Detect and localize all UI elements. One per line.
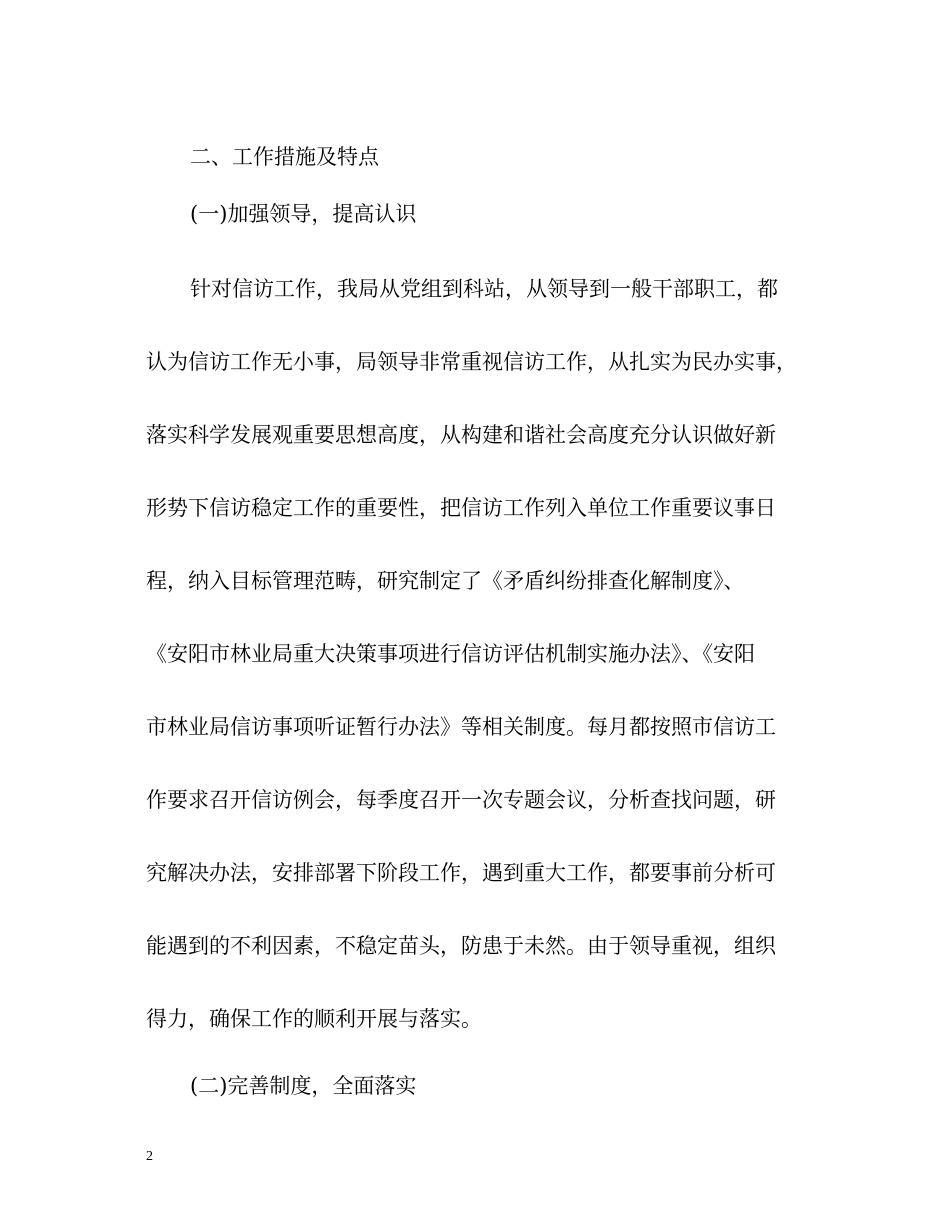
paragraph-line: 作要求召开信访例会，每季度召开一次专题会议，分析查找问题，研: [146, 788, 776, 812]
subsection-heading-2: (二)完善制度，全面落实: [190, 1074, 417, 1098]
paragraph-line: 《安阳市林业局重大决策事项进行信访评估机制实施办法》、《安阳: [146, 642, 755, 666]
body-paragraph: [146, 253, 804, 1056]
paragraph-line: 形势下信访稳定工作的重要性，把信访工作列入单位工作重要议事日: [146, 496, 776, 520]
paragraph-line: 针对信访工作，我局从党组到科站，从领导到一般干部职工，都: [190, 277, 778, 301]
section-heading: 二、工作措施及特点: [190, 145, 379, 169]
paragraph-line: 认为信访工作无小事，局领导非常重视信访工作，从扎实为民办实事，: [146, 350, 797, 374]
page-number: 2: [146, 1149, 153, 1164]
paragraph-line: 市林业局信访事项听证暂行办法》等相关制度。每月都按照市信访工: [146, 715, 776, 739]
document-body: [146, 139, 804, 1125]
subsection-heading-1: (一)加强领导，提高认识: [190, 202, 417, 226]
paragraph-line: 能遇到的不利因素，不稳定苗头，防患于未然。由于领导重视，组织: [146, 934, 776, 958]
paragraph-line: 究解决办法，安排部署下阶段工作，遇到重大工作，都要事前分析可: [146, 861, 776, 885]
paragraph-line: 落实科学发展观重要思想高度，从构建和谐社会高度充分认识做好新: [146, 423, 776, 447]
paragraph-line: 程，纳入目标管理范畴，研究制定了《矛盾纠纷排查化解制度》、: [146, 569, 745, 593]
paragraph-line: 得力，确保工作的顺利开展与落实。: [146, 1007, 482, 1031]
